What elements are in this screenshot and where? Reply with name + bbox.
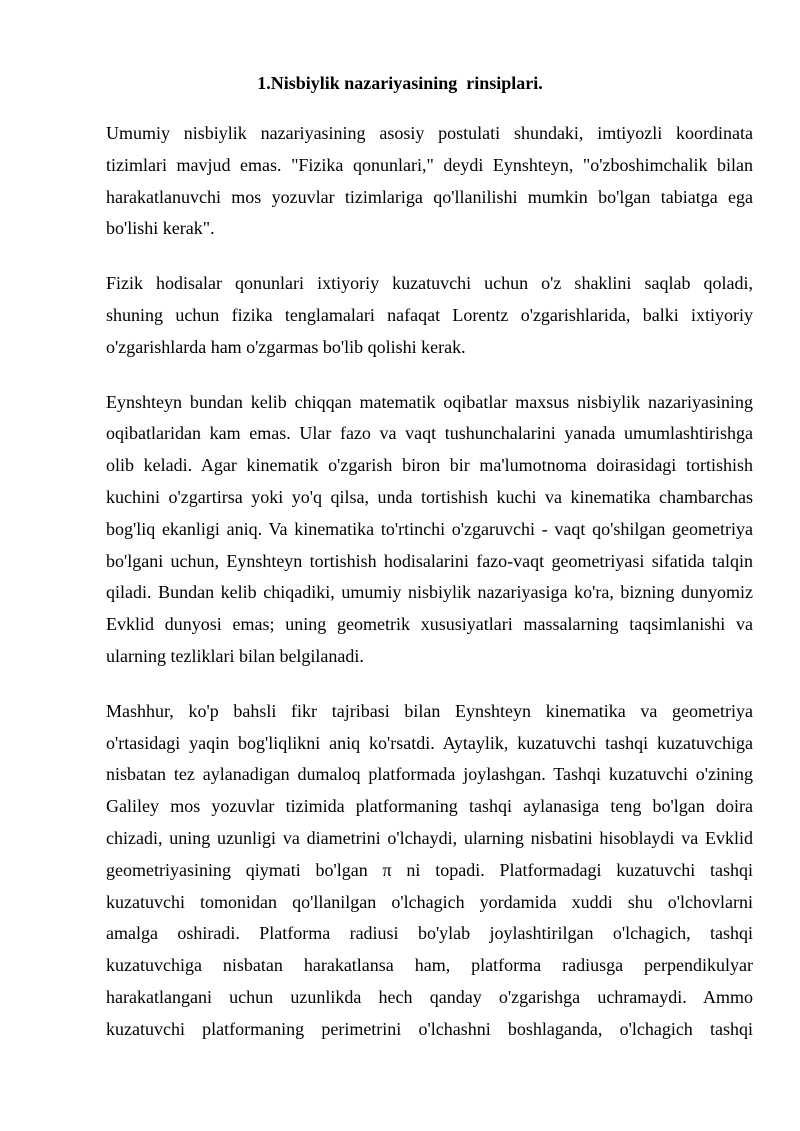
paragraph-line: o'zgarishlarda ham o'zgarmas bo'lib qolishi kerak. (106, 336, 466, 357)
paragraph-line: olib keladi. Agar kinematik o'zgarish biron bir ma'lumotnoma doirasidagi tortishish (106, 455, 753, 476)
paragraph-2 (106, 268, 753, 363)
paragraph-line: harakatlangani uchun uzunlikda hech qanday o'zgarishga uchramaydi. Ammo (106, 986, 753, 1007)
paragraph-line: kuzatuvchi platformaning perimetrini o'lchashni boshlaganda, o'lchagich tashqi (106, 1018, 753, 1039)
paragraph-line: bo'lgani uchun, Eynshteyn tortishish hodisalarini fazo-vaqt geometriyasi sifatida talqin (106, 550, 753, 571)
paragraph-line: qiladi. Bundan kelib chiqadiki, umumiy nisbiylik nazariyasiga ko'ra, bizning dunyomiz (106, 582, 753, 603)
paragraph-1 (106, 118, 753, 245)
paragraph-line: kuzatuvchiga nisbatan harakatlansa ham, platforma radiusga perpendikulyar (106, 955, 753, 976)
paragraph-line: ularning tezliklari bilan belgilanadi. (106, 645, 364, 666)
paragraph-line: chizadi, uning uzunligi va diametrini o'lchaydi, ularning nisbatini hisoblaydi va Evklid (106, 827, 753, 848)
paragraph-line: Eynshteyn bundan kelib chiqqan matematik oqibatlar maxsus nisbiylik nazariyasining (106, 391, 753, 412)
paragraph-line: bo'lishi kerak". (106, 218, 215, 239)
document-title: 1.Nisbiylik nazariyasining rinsiplari. (257, 73, 543, 93)
paragraph-line: Fizik hodisalar qonunlari ixtiyoriy kuzatuvchi uchun o'z shaklini saqlab qoladi, (106, 273, 753, 294)
paragraph-line: Mashhur, ko'p bahsli fikr tajribasi bilan Eynshteyn kinematika va geometriya (106, 700, 753, 721)
paragraph-line: amalga oshiradi. Platforma radiusi bo'ylab joylashtirilgan o'lchagich, tashqi (106, 923, 753, 944)
paragraph-line: geometriyasining qiymati bo'lgan π ni topadi. Platformadagi kuzatuvchi tashqi (106, 859, 753, 880)
paragraph-line: Umumiy nisbiylik nazariyasining asosiy postulati shundaki, imtiyozli koordinata (106, 123, 753, 143)
paragraph-line: kuzatuvchi tomonidan qo'llanilgan o'lchagich yordamida xuddi shu o'lchovlarni (106, 891, 753, 912)
paragraph-line: bog'liq ekanligi aniq. Va kinematika to'rtinchi o'zgaruvchi - vaqt qo'shilgan geometriya (106, 518, 753, 539)
paragraph-line: shuning uchun fizika tenglamalari nafaqat Lorentz o'zgarishlarida, balki ixtiyoriy (106, 304, 753, 325)
paragraph-line: Evklid dunyosi emas; uning geometrik xususiyatlari massalarning taqsimlanishi va (106, 614, 753, 635)
paragraph-3 (106, 387, 753, 673)
paragraph-line: oqibatlaridan kam emas. Ular fazo va vaqt tushunchalarini yanada umumlashtirishga (106, 423, 753, 444)
paragraph-line: o'rtasidagi yaqin bog'liqlikni aniq ko'rsatdi. Aytaylik, kuzatuvchi tashqi kuzatuvchiga (106, 732, 753, 753)
paragraph-4 (106, 696, 753, 1046)
paragraph-line: nisbatan tez aylanadigan dumaloq platformada joylashgan. Tashqi kuzatuvchi o'zining (106, 764, 753, 785)
paragraph-line: Galiley mos yozuvlar tizimida platformaning tashqi aylanasiga teng bo'lgan doira (106, 796, 753, 817)
paragraph-line: tizimlari mavjud emas. "Fizika qonunlari," deydi Eynshteyn, "o'zboshimchalik bilan (106, 154, 753, 175)
paragraph-line: kuchini o'zgartirsa yoki yo'q qilsa, unda tortishish kuchi va kinematika chambarchas (106, 486, 753, 507)
document-body (106, 118, 753, 1069)
paragraph-line: harakatlanuvchi mos yozuvlar tizimlariga qo'llanilishi mumkin bo'lgan tabiatga ega (106, 186, 753, 207)
